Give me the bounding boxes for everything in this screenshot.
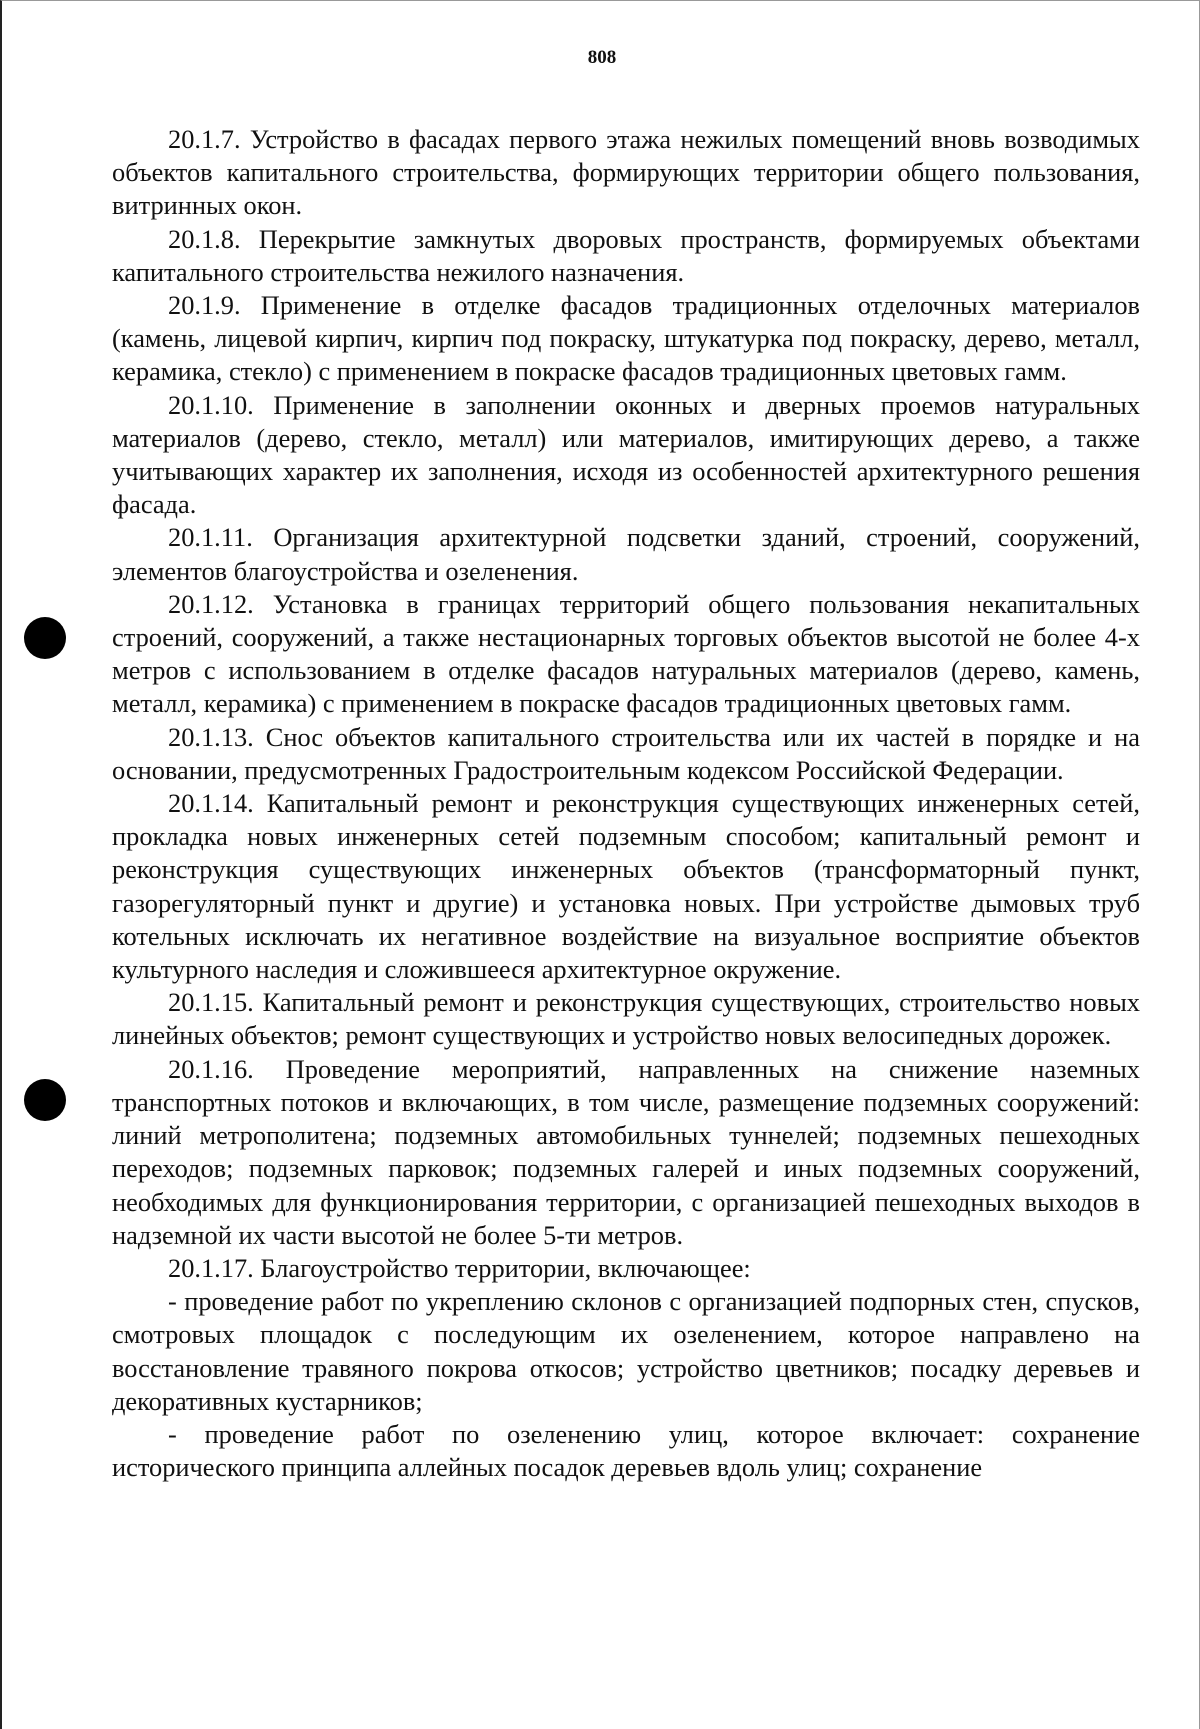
- paragraph-20-1-13: [112, 721, 1140, 787]
- paragraph-20-1-17: [112, 1252, 1140, 1285]
- page-number: 808: [587, 47, 617, 68]
- paragraph-20-1-10: [112, 389, 1140, 522]
- clause-number: 20.1.13.: [168, 721, 254, 752]
- clause-text: Благоустройство территории, включающее:: [260, 1252, 751, 1283]
- bullet-item: - проведение работ по озеленению улиц, которое включает: сохранение исторического принципа аллейных посадок деревьев вдоль улиц; сохранение: [112, 1418, 1140, 1483]
- punch-hole-mark: [24, 617, 66, 659]
- clause-number: 20.1.10.: [168, 389, 254, 420]
- clause-text: Устройство в фасадах первого этажа нежилых помещений вновь возводимых объектов капитального строительства, формирующих территории общего пользования, витринных окон.: [112, 124, 1140, 221]
- clause-text: Перекрытие замкнутых дворовых пространств, формируемых объектами капитального строительства нежилого назначения.: [112, 223, 1140, 287]
- paragraph-20-1-12: [112, 588, 1140, 721]
- bullet-item: - проведение работ по укреплению склонов с организацией подпорных стен, спусков, смотровых площадок с последующим их озеленением, которое направлено на восстановление травяного покрова откосов; устройство цветников; посадку деревьев и декоративных кустарников;: [112, 1286, 1140, 1416]
- clause-number: 20.1.11.: [168, 522, 253, 553]
- clause-text: Применение в отделке фасадов традиционных отделочных материалов (камень, лицевой кирпич, кирпич под покраску, штукатурка под покраску, дерево, металл, керамика, стекло) с применением в покраске фасадов традиционных цветовых гамм.: [112, 290, 1140, 387]
- clause-number: 20.1.8.: [168, 223, 241, 254]
- clause-number: 20.1.14.: [168, 788, 254, 819]
- paragraph-20-1-7: [112, 123, 1140, 223]
- clause-number: 20.1.17.: [168, 1252, 254, 1283]
- clause-text: Организация архитектурной подсветки зданий, строений, сооружений, элементов благоустройства и озеленения.: [112, 522, 1140, 586]
- clause-number: 20.1.16.: [168, 1053, 254, 1084]
- paragraph-20-1-15: [112, 986, 1140, 1052]
- punch-hole-mark: [24, 1079, 66, 1121]
- clause-text: Капитальный ремонт и реконструкция существующих инженерных сетей, прокладка новых инженерных сетей подземным способом; капитальный ремонт и реконструкция существующих инженерных объектов (трансформаторный пункт, газорегуляторный пункт и другие) и установка новых. При устройстве дымовых труб котельных исключать их негативное воздействие на визуальное восприятие объектов культурного наследия и сложившееся архитектурное окружение.: [112, 788, 1140, 985]
- clause-number: 20.1.7.: [168, 124, 241, 154]
- paragraph-20-1-11: [112, 521, 1140, 587]
- clause-number: 20.1.12.: [168, 588, 254, 619]
- clause-text: Проведение мероприятий, направленных на снижение наземных транспортных потоков и включающих, в том числе, размещение подземных сооружений: линий метрополитена; подземных автомобильных туннелей; подземных пешеходных переходов; подземных парковок; подземных галерей и иных подземных сооружений, необходимых для функционирования территории, с организацией пешеходных выходов в надземной их части высотой не более 5-ти метров.: [112, 1053, 1140, 1250]
- clause-text: Применение в заполнении оконных и дверных проемов натуральных материалов (дерево, стекло, металл) или материалов, имитирующих дерево, а также учитывающих характер их заполнения, исходя из особенностей архитектурного решения фасада.: [112, 389, 1140, 520]
- document-body: [112, 123, 1140, 1484]
- clause-number: 20.1.15.: [168, 987, 254, 1018]
- paragraph-20-1-14: [112, 787, 1140, 986]
- paragraph-20-1-16: [112, 1053, 1140, 1252]
- paragraph-20-1-8: [112, 223, 1140, 289]
- clause-text: Установка в границах территорий общего пользования некапитальных строений, сооружений, а также нестационарных торговых объектов высотой не более 4-х метров с использованием в отделке фасадов натуральных материалов (дерево, камень, металл, керамика) с применением в покраске фасадов традиционных цветовых гамм.: [112, 588, 1140, 719]
- paragraph-20-1-9: [112, 289, 1140, 389]
- clause-text: Капитальный ремонт и реконструкция существующих, строительство новых линейных объектов; ремонт существующих и устройство новых велосипедных дорожек.: [112, 987, 1140, 1051]
- clause-number: 20.1.9.: [168, 290, 241, 321]
- clause-text: Снос объектов капитального строительства или их частей в порядке и на основании, предусмотренных Градостроительным кодексом Российской Федерации.: [112, 721, 1140, 785]
